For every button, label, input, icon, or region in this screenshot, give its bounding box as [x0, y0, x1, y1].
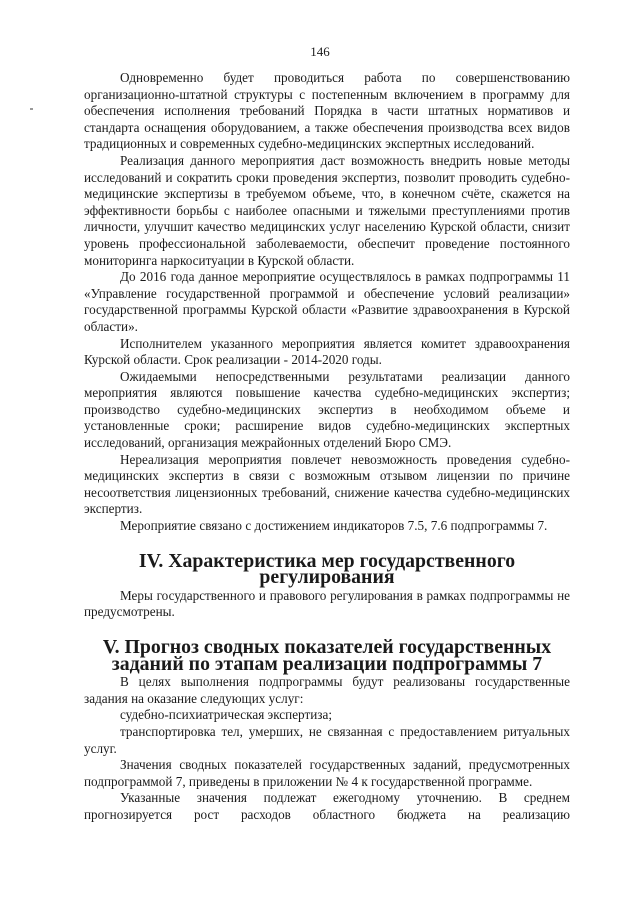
paragraph-non-implementation: Нереализация мероприятия повлечет невозможность проведения судебно-медицинских экспертиз в связи с возможным отзывом лицензии по причине несоответствия лицензионных требований, снижение качества судебно-медицинских экспертиз. [84, 451, 570, 517]
list-item-body-transport: транспортировка тел, умерших, не связанная с предоставлением ритуальных услуг. [84, 723, 570, 756]
scan-artifact [30, 108, 33, 110]
paragraph-state-tasks-intro: В целях выполнения подпрограммы будут реализованы государственные задания на оказание следующих услуг: [84, 674, 570, 706]
paragraph-executor: Исполнителем указанного мероприятия является комитет здравоохранения Курской области. Срок реализации - 2014-2020 годы. [84, 335, 570, 368]
paragraph-reorganization: Одновременно будет проводиться работа по совершенствованию организационно-штатной структуры с постепенным включением в программу для обеспечения исполнения требований Порядка в части штатных нормативов и стандарта оснащения оборудованием, а также обеспечения производства всех видов традиционных и современных судебно-медицинских экспертных исследований. [84, 70, 570, 152]
paragraph-annual-refinement: Указанные значения подлежат ежегодному уточнению. В среднем прогнозируется рост расходов областного бюджета на реализацию [84, 790, 570, 822]
page-number: 146 [310, 44, 330, 59]
section-heading-forecast: V. Прогноз сводных показателей государственных заданий по этапам реализации подпрограммы 7 [102, 636, 552, 675]
section-heading-regulation: IV. Характеристика мер государственного регулирования [138, 549, 516, 589]
document-body [84, 70, 570, 824]
paragraph-expected-results: Ожидаемыми непосредственными результатами реализации данного мероприятия являются повышение качества судебно-медицинских экспертиз; производство судебно-медицинских экспертиз в необходимом объеме и установленные сроки; расширение видов судебно-медицинских экспертных исследований, организация межрайонных отделений Бюро СМЭ. [84, 368, 570, 451]
paragraph-implementation-effects: Реализация данного мероприятия даст возможность внедрить новые методы исследований и сократить сроки проведения экспертиз, позволит проводить судебно-медицинские экспертизы в требуемом объеме, что, в конечном счёте, скажется на эффективности борьбы с наиболее опасными и тяжелыми преступлениями против личности, улучшит качество медицинских услуг населению Курской области, снизит уровень профессиональной заболеваемости, обеспечит проведение постоянного мониторинга наркоситуации в Курской области. [84, 152, 570, 268]
paragraph-indicator-values: Значения сводных показателей государственных заданий, предусмотренных подпрограммой 7, приведены в приложении № 4 к государственной программе. [84, 757, 570, 789]
list-item-forensic-psychiatric: судебно-психиатрическая экспертиза; [120, 707, 333, 723]
paragraph-before-2016: До 2016 года данное мероприятие осуществлялось в рамках подпрограммы 11 «Управление государственной программой и обеспечение условий реализации» государственной программы Курской области «Развитие здравоохранения в Курской области». [84, 269, 570, 334]
paragraph-regulation: Меры государственного и правового регулирования в рамках подпрограммы не предусмотрены. [84, 587, 570, 620]
paragraph-indicators: Мероприятие связано с достижением индикаторов 7.5, 7.6 подпрограммы 7. [120, 518, 548, 534]
